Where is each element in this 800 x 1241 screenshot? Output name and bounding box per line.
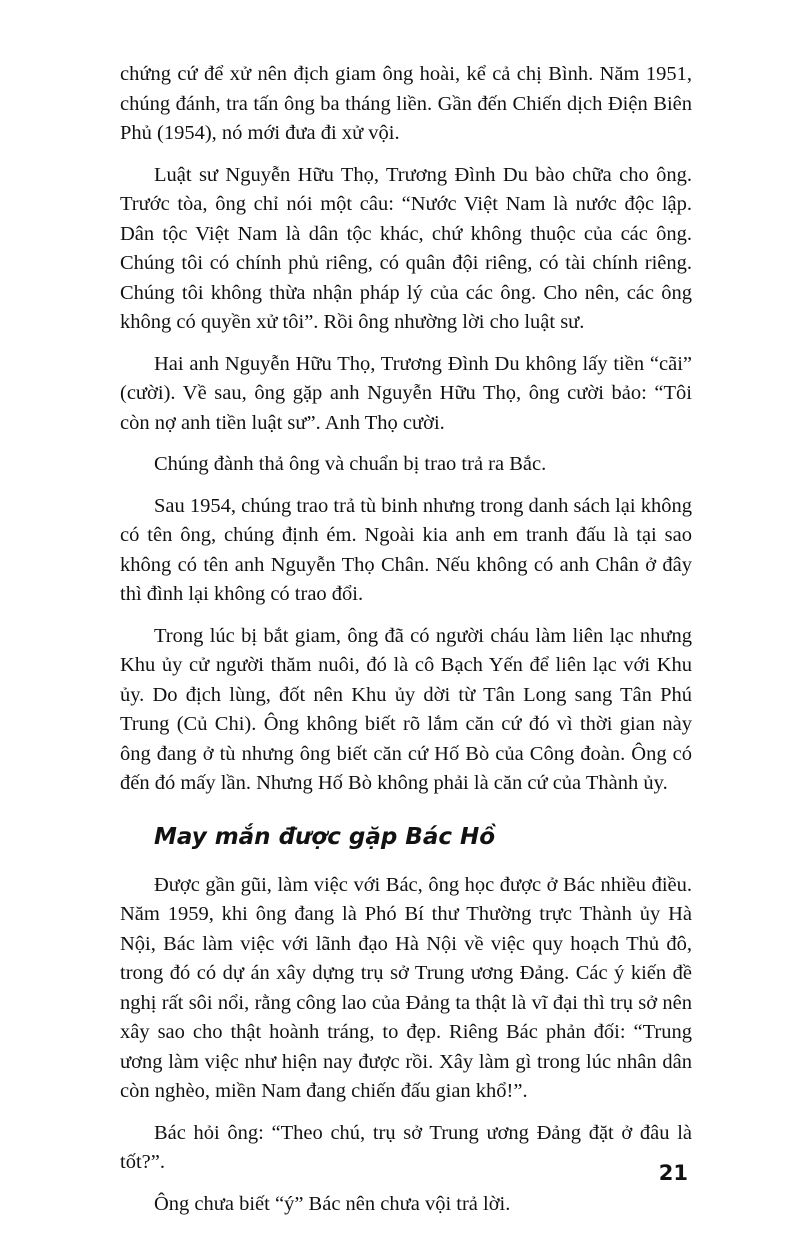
text-column [120, 60, 692, 1231]
paragraph: Ông chưa biết “ý” Bác nên chưa vội trả lời. [154, 1192, 511, 1215]
paragraph: Chúng đành thả ông và chuẩn bị trao trả ra Bắc. [154, 453, 547, 475]
paragraph: Trong lúc bị bắt giam, ông đã có người cháu làm liên lạc nhưng Khu ủy cử người thăm nuôi, đó là cô Bạch Yến để liên lạc với Khu ủy. Do địch lùng, đốt nên Khu ủy dời từ Tân Long sang Tân Phú Trung (Củ Chi). Ông không biết rõ lắm căn cứ đó vì thời gian này ông đang ở tù nhưng ông biết căn cứ Hố Bò của Công đoàn. Ông có đến đó mấy lần. Nhưng Hố Bò không phải là căn cứ của Thành ủy. [120, 624, 692, 794]
paragraph: Hai anh Nguyễn Hữu Thọ, Trương Đình Du không lấy tiền “cãi” (cười). Về sau, ông gặp anh Nguyễn Hữu Thọ, ông cười bảo: “Tôi còn nợ anh tiền luật sư”. Anh Thọ cười. [120, 352, 692, 434]
paragraph: Được gần gũi, làm việc với Bác, ông học được ở Bác nhiều điều. Năm 1959, khi ông đang là Phó Bí thư Thường trực Thành ủy Hà Nội, Bác làm việc với lãnh đạo Hà Nội về việc quy hoạch Thủ đô, trong đó có dự án xây dựng trụ sở Trung ương Đảng. Các ý kiến đề nghị rất sôi nổi, rằng công lao của Đảng ta thật là vĩ đại thì trụ sở nên xây sao cho thật hoành tráng, to đẹp. Riêng Bác phản đối: “Trung ương làm việc như hiện nay được rồi. Xây làm gì trong lúc nhân dân còn nghèo, miền Nam đang chiến đấu gian khổ!”. [120, 873, 692, 1102]
paragraph: Bác hỏi ông: “Theo chú, trụ sở Trung ương Đảng đặt ở đâu là tốt?”. [120, 1121, 692, 1173]
paragraph: Sau 1954, chúng trao trả tù binh nhưng trong danh sách lại không có tên ông, chúng định ém. Ngoài kia anh em tranh đấu là tại sao không có tên anh Nguyễn Thọ Chân. Nếu không có anh Chân ở đây thì đình lại không có trao đổi. [120, 494, 692, 605]
paragraph: chứng cứ để xử nên địch giam ông hoài, kể cả chị Bình. Năm 1951, chúng đánh, tra tấn ông ba tháng liền. Gần đến Chiến dịch Điện Biên Phủ (1954), nó mới đưa đi xử vội. [120, 63, 692, 144]
page-number: 21 [658, 1161, 688, 1185]
paragraph: Luật sư Nguyễn Hữu Thọ, Trương Đình Du bào chữa cho ông. Trước tòa, ông chỉ nói một câu: “Nước Việt Nam là nước độc lập. Dân tộc Việt Nam là dân tộc khác, chứ không thuộc của các ông. Chúng tôi có chính phủ riêng, có quân đội riêng, có tài chính riêng. Chúng tôi không thừa nhận pháp lý của các ông. Cho nên, các ông không có quyền xử tôi”. Rồi ông nhường lời cho luật sư. [120, 163, 692, 333]
section-heading: May mắn được gặp Bác Hồ [154, 823, 496, 850]
